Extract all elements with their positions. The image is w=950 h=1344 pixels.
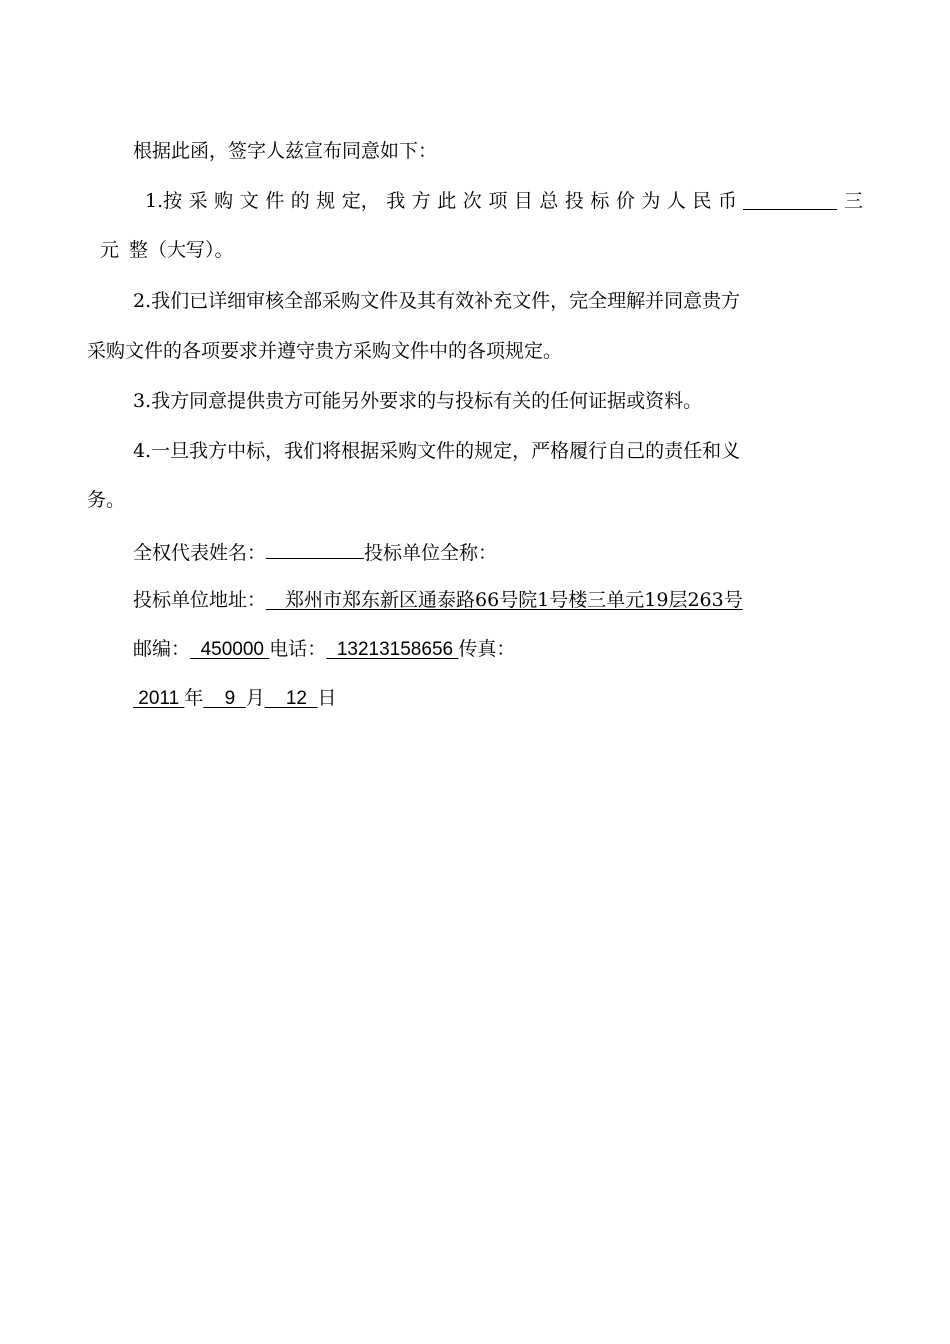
item-1-line <box>145 189 863 213</box>
item-1-char: 定， <box>341 190 380 212</box>
item-1-char: 民 <box>692 190 712 212</box>
item-1-char: 文 <box>239 190 259 212</box>
item-1-char: 总 <box>539 190 559 212</box>
date-month: 9 <box>224 688 236 709</box>
year-label: 年 <box>184 687 204 709</box>
rep-name-label: 全权代表姓名： <box>133 542 267 564</box>
postcode-value: 450000 <box>200 639 264 660</box>
amount-start: 三 <box>843 190 863 212</box>
date-year: 2011 <box>138 688 180 709</box>
item-1-char: 的 <box>290 190 310 212</box>
date-day: 12 <box>285 688 307 709</box>
item-1-char: 价 <box>615 190 635 212</box>
item-4-line-2: 务。 <box>87 489 126 511</box>
item-1-char: 投 <box>564 190 584 212</box>
item-1-char: 购 <box>214 190 234 212</box>
item-1-char: 目 <box>513 190 533 212</box>
address-value: 郑州市郑东新区通泰路66号院1号楼三单元19层263号 <box>285 589 743 611</box>
day-label: 日 <box>317 687 337 709</box>
item-2-line-2: 采购文件的各项要求并遵守贵方采购文件中的各项规定。 <box>87 340 563 362</box>
contact-line <box>133 637 515 662</box>
phone-value: 13213158656 <box>336 639 454 660</box>
fax-label: 传真： <box>458 638 516 660</box>
address-line <box>133 588 743 612</box>
item-1-char: 规 <box>316 190 336 212</box>
item-4-line-1: 4.一旦我方中标，我们将根据采购文件的规定，严格履行自己的责任和义 <box>133 440 741 462</box>
item-1-char: 此 <box>437 190 457 212</box>
item-1-char: 人 <box>666 190 686 212</box>
unit-name-label: 投标单位全称： <box>364 542 498 564</box>
amount-blank <box>743 189 837 210</box>
item-1-char: 币 <box>717 190 737 212</box>
item-1-char: 标 <box>590 190 610 212</box>
postcode-label: 邮编： <box>133 638 191 660</box>
signature-line <box>133 538 497 565</box>
date-line <box>133 686 337 711</box>
item-2-line-1: 2.我们已详细审核全部采购文件及其有效补充文件，完全理解并同意贵方 <box>133 290 741 312</box>
month-label: 月 <box>245 687 265 709</box>
item-1-char: 方 <box>411 190 431 212</box>
amount-rest: 元 整（大写）。 <box>100 239 234 261</box>
item-1-char: 为 <box>641 190 661 212</box>
item-1-char: 件 <box>265 190 285 212</box>
intro-text: 根据此函，签字人兹宣布同意如下： <box>133 140 438 162</box>
address-label: 投标单位地址： <box>133 589 267 611</box>
rep-name-blank <box>266 538 364 559</box>
item-1-char: 采 <box>188 190 208 212</box>
item-1-char: 我 <box>386 190 406 212</box>
item-3-text: 3.我方同意提供贵方可能另外要求的与投标有关的任何证据或资料。 <box>133 390 703 412</box>
item-1-char: 项 <box>488 190 508 212</box>
item-1-char: 次 <box>462 190 482 212</box>
phone-label: 电话： <box>269 638 327 660</box>
item-1-char: 1.按 <box>145 190 183 212</box>
